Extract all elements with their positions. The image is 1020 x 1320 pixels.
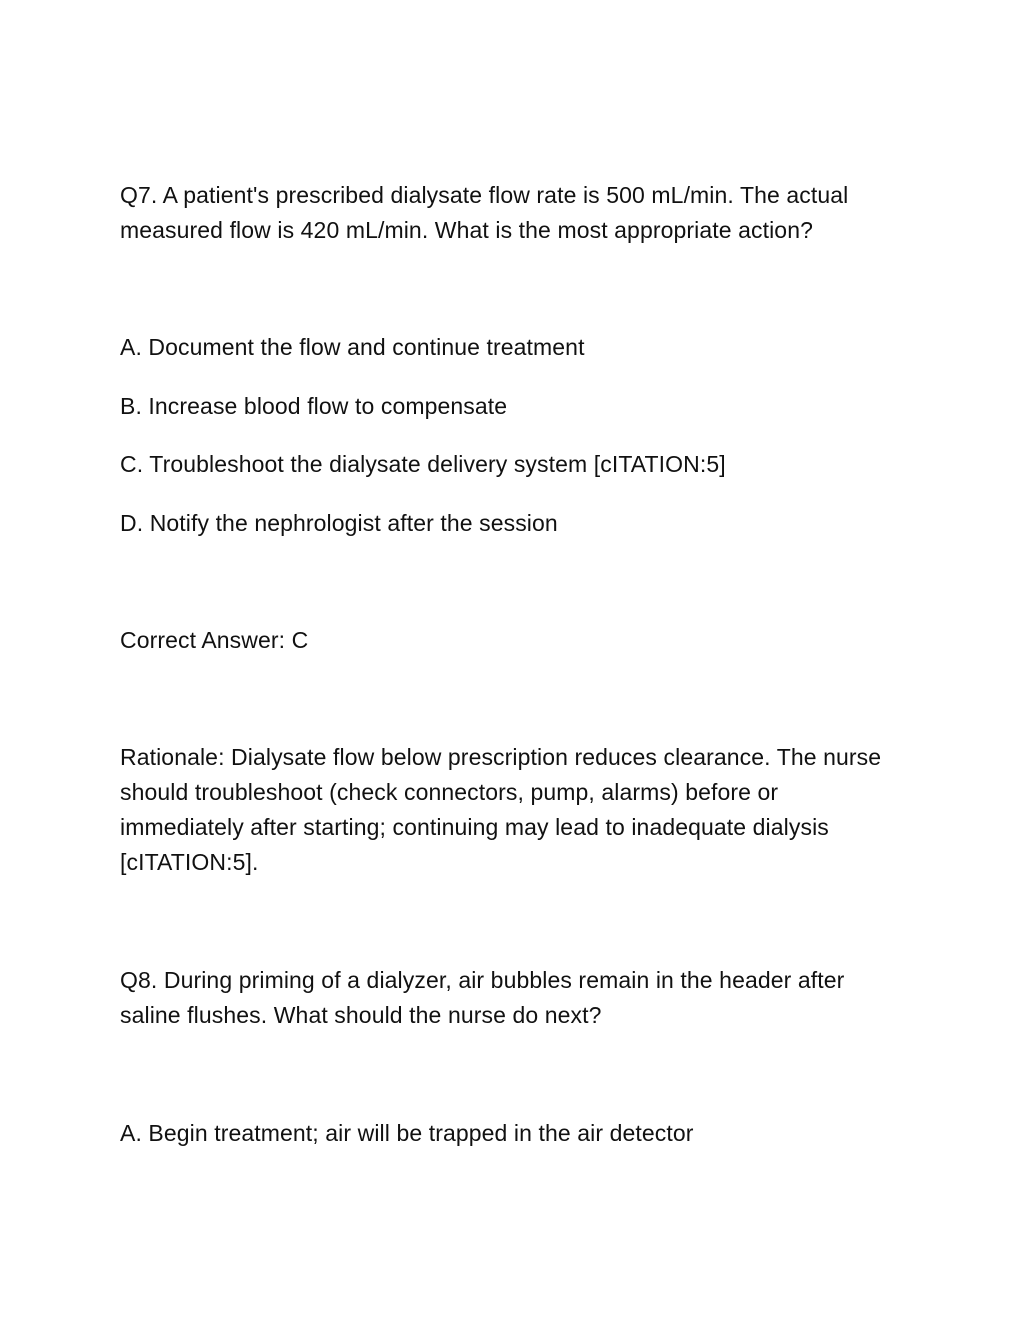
question-7-rationale: Rationale: Dialysate flow below prescription reduces clearance. The nurse should troubleshoot (check connectors, pump, alarms) before or immediately after starting; continuing may lead to inadequate dialysis [cITATION:5]. bbox=[120, 744, 882, 875]
question-8-text: Q8. During priming of a dialyzer, air bubbles remain in the header after saline flushes. What should the nurse do next? bbox=[120, 967, 845, 1028]
question-7-option-c: C. Troubleshoot the dialysate delivery system [cITATION:5] bbox=[120, 451, 726, 477]
question-7-correct-answer: Correct Answer: C bbox=[120, 627, 309, 653]
question-7-option-a: A. Document the flow and continue treatment bbox=[120, 334, 585, 360]
question-7-option-b: B. Increase blood flow to compensate bbox=[120, 393, 508, 419]
question-7-option-d: D. Notify the nephrologist after the session bbox=[120, 510, 558, 536]
question-7-text: Q7. A patient's prescribed dialysate flow rate is 500 mL/min. The actual measured flow is 420 mL/min. What is the most appropriate action? bbox=[120, 182, 849, 243]
question-8-option-a: A. Begin treatment; air will be trapped in the air detector bbox=[120, 1120, 694, 1146]
